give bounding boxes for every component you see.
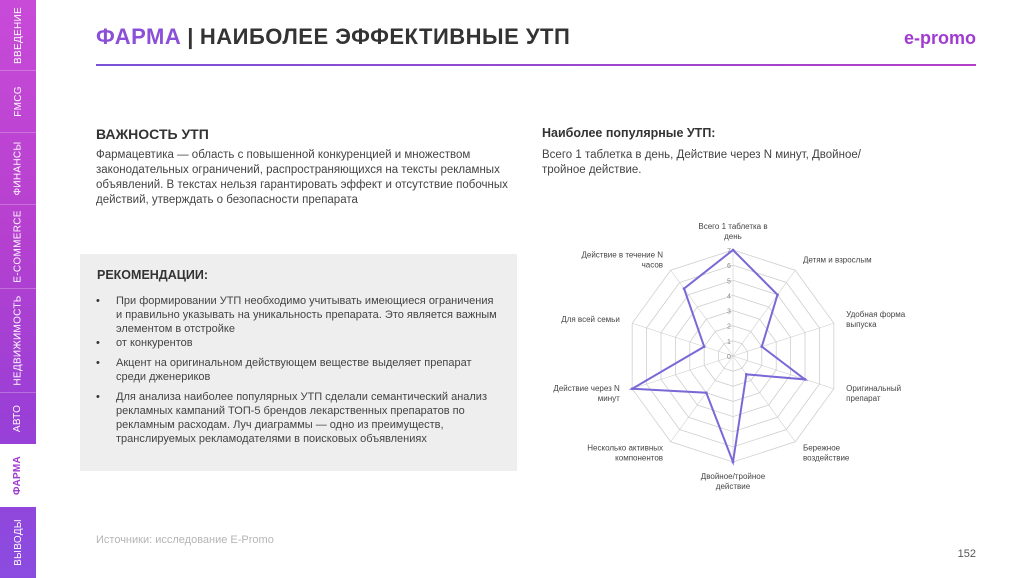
page-title xyxy=(96,24,570,50)
tick-label: 1 xyxy=(727,338,731,346)
title-separator: | xyxy=(187,24,194,49)
sidebar-item-auto[interactable] xyxy=(0,392,36,445)
tick-label: 3 xyxy=(727,308,731,316)
list-item: • от конкурентов xyxy=(96,336,501,350)
data-point xyxy=(732,461,735,464)
axis-label: Двойное/тройное действие xyxy=(700,472,766,491)
sources-note: Источники: исследование E-Promo xyxy=(96,534,274,546)
list-item: • При формировании УТП необходимо учитывать имеющиеся ограничения и правильно указывать на уникальность препарата. Это является важным элементом в отстройке xyxy=(96,294,501,336)
axis-spoke xyxy=(733,323,834,356)
axis-label: Удобная форма выпуска xyxy=(846,310,906,330)
sidebar-item-label: ВВЕДЕНИЕ xyxy=(12,6,24,64)
data-point xyxy=(804,378,807,381)
sidebar-item-finance[interactable] xyxy=(0,132,36,205)
sidebar-item-pharma[interactable] xyxy=(0,444,36,507)
axis-label: Для всей семьи xyxy=(561,315,620,325)
sidebar-item-label: ФИНАНСЫ xyxy=(12,140,24,196)
tick-label: 7 xyxy=(727,248,731,255)
data-point xyxy=(631,387,634,390)
importance-paragraph: Фармацевтика — область с повышенной конкуренцией и множеством законодательных ограничений, распространяющихся на тексты рекламных объявлений. В текстах нельзя гарантировать эффект и отсутствие побочных действий, утверждать о безопасности препарата xyxy=(96,149,508,206)
recommendations-title: РЕКОМЕНДАЦИИ: xyxy=(97,268,208,282)
list-item: • Для анализа наиболее популярных УТП сделали семантический анализ рекламных кампаний ТОП-5 брендов лекарственных препаратов по рекламным расходам. Луч диаграммы — одно из преимуществ, транслируемых рекламодателями в поисковых объявлениях xyxy=(96,390,501,446)
recommendations-box xyxy=(80,254,517,471)
radar-chart xyxy=(540,222,920,492)
axis-spoke xyxy=(632,323,733,356)
tick-label: 2 xyxy=(727,323,731,331)
brand-logo: e-promo xyxy=(904,28,976,48)
sidebar-item-label: ВЫВОДЫ xyxy=(12,518,24,566)
page-number: 152 xyxy=(957,548,976,560)
sidebar-item-label: FMCG xyxy=(12,85,24,117)
sidebar-item-label: АВТО xyxy=(12,404,24,432)
tick-label: 6 xyxy=(727,263,731,271)
axis-label: Оригинальный препарат xyxy=(846,383,902,403)
data-point xyxy=(683,287,686,290)
axis-spoke xyxy=(632,356,733,389)
axis-label: Всего 1 таблетка в день xyxy=(698,222,768,241)
section-heading-popular: Наиболее популярные УТП: xyxy=(542,126,716,140)
tick-label: 5 xyxy=(727,278,731,286)
sidebar-item-ecommerce[interactable] xyxy=(0,204,36,289)
data-point xyxy=(760,345,763,348)
title-accent: ФАРМА xyxy=(96,24,182,49)
sidebar-item-conclusions[interactable] xyxy=(0,506,36,578)
axis-label: Бережное воздействие xyxy=(802,443,850,463)
axis-label: Несколько активных компонентов xyxy=(587,443,664,463)
sidebar-item-intro[interactable] xyxy=(0,0,36,71)
header-divider xyxy=(96,64,976,66)
tick-label: 0 xyxy=(727,354,731,361)
sidebar-item-label: НЕДВИЖИМОСТЬ xyxy=(12,294,24,386)
sidebar-item-fmcg[interactable] xyxy=(0,70,36,133)
axis-label: Действие в течение N часов xyxy=(581,250,664,270)
sidebar-nav xyxy=(0,0,36,578)
axis-label: Действие через N минут xyxy=(553,383,620,403)
axis-spoke xyxy=(733,356,834,389)
data-point xyxy=(705,391,708,394)
tick-label: 4 xyxy=(727,293,731,301)
sidebar-item-label: ФАРМА xyxy=(12,455,24,495)
data-point xyxy=(745,373,748,376)
title-text: НАИБОЛЕЕ ЭФФЕКТИВНЫЕ УТП xyxy=(199,24,571,49)
recommendations-list xyxy=(96,294,501,446)
section-heading-importance: ВАЖНОСТЬ УТП xyxy=(96,126,209,142)
list-item: • Акцент на оригинальном действующем веществе выделяет препарат среди дженериков xyxy=(96,356,501,384)
popular-paragraph: Всего 1 таблетка в день, Действие через N минут, Двойное/тройное действие. xyxy=(542,149,861,176)
data-point xyxy=(732,249,735,252)
sidebar-item-realty[interactable] xyxy=(0,288,36,393)
data-point xyxy=(776,293,779,296)
sidebar-item-label: E-COMMERCE xyxy=(12,209,24,283)
data-point xyxy=(703,345,706,348)
axis-label: Детям и взрослым xyxy=(802,255,872,265)
